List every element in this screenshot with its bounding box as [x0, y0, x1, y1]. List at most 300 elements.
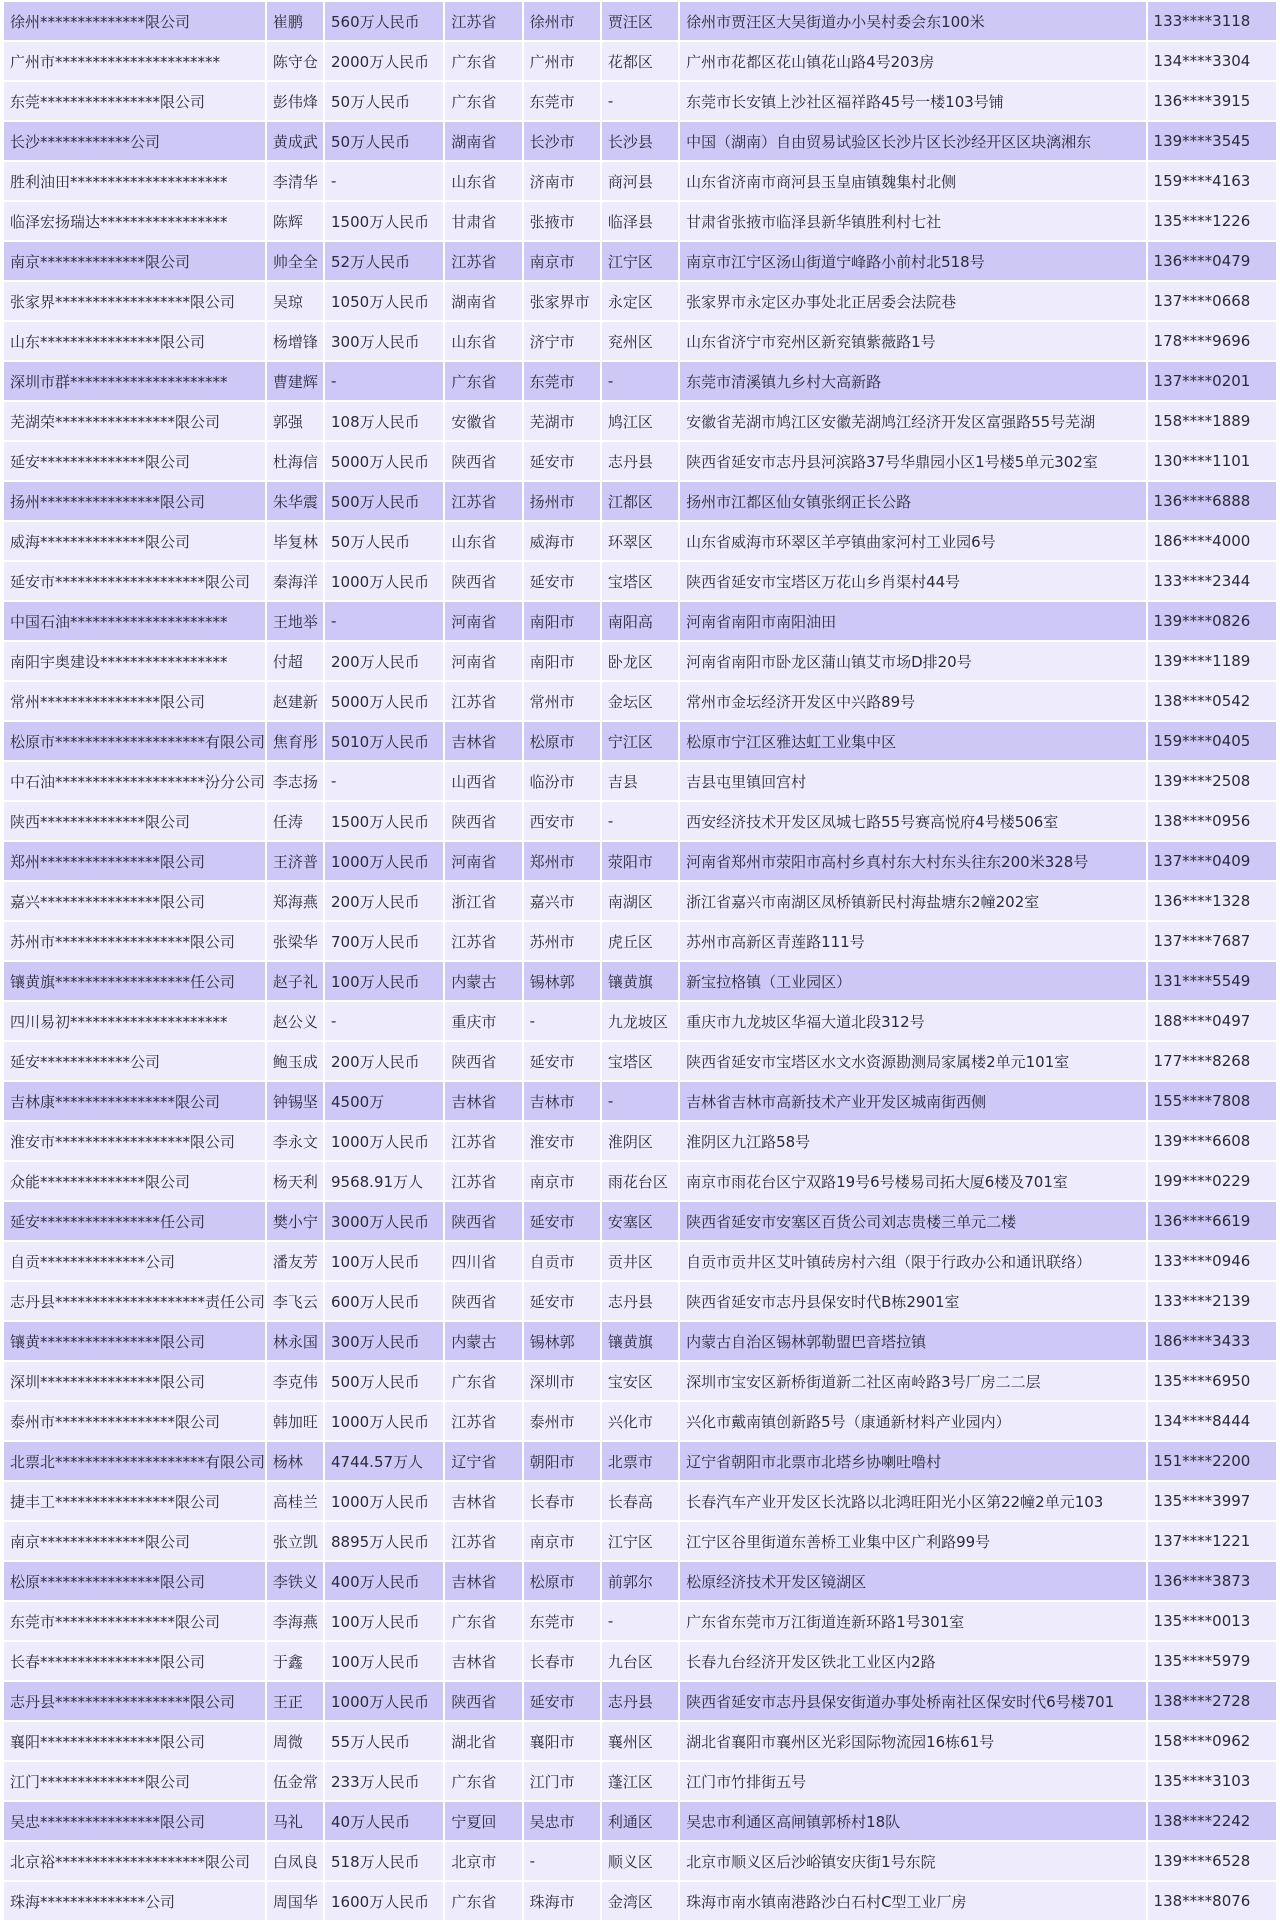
company-name-cell: 松原****************限公司 [4, 1562, 265, 1600]
province-cell: 重庆市 [445, 1002, 521, 1040]
address-cell: 东莞市清溪镇九乡村大高新路 [680, 362, 1145, 400]
district-cell: 北票市 [602, 1442, 678, 1480]
city-cell: 自贡市 [524, 1242, 600, 1280]
province-cell: 陕西省 [445, 1202, 521, 1240]
registered-capital-cell: 100万人民币 [325, 1242, 443, 1280]
company-name-cell: 志丹县******************限公司 [4, 1682, 265, 1720]
phone-cell: 134****3304 [1148, 42, 1276, 80]
table-row [4, 1282, 1276, 1320]
company-name-cell: 北票北********************有限公司 [4, 1442, 265, 1480]
city-cell: 襄阳市 [524, 1722, 600, 1760]
address-cell: 陕西省延安市志丹县保安时代B栋2901室 [680, 1282, 1145, 1320]
province-cell: 湖北省 [445, 1722, 521, 1760]
address-cell: 中国（湖南）自由贸易试验区长沙片区长沙经开区区块漓湘东 [680, 122, 1145, 160]
province-cell: 广东省 [445, 42, 521, 80]
company-name-cell: 东莞市****************限公司 [4, 1602, 265, 1640]
registered-capital-cell: 4500万 [325, 1082, 443, 1120]
company-name-cell: 陕西**************限公司 [4, 802, 265, 840]
city-cell: 徐州市 [524, 2, 600, 40]
company-name-cell: 中石油********************汾分公司 [4, 762, 265, 800]
district-cell: 镶黄旗 [602, 962, 678, 1000]
table-row [4, 1202, 1276, 1240]
address-cell: 常州市金坛经济开发区中兴路89号 [680, 682, 1145, 720]
company-name-cell: 南京**************限公司 [4, 242, 265, 280]
table-row [4, 1882, 1276, 1920]
district-cell: 南湖区 [602, 882, 678, 920]
legal-rep-cell: 杜海信 [267, 442, 323, 480]
address-cell: 陕西省延安市宝塔区水文水资源勘测局家属楼2单元101室 [680, 1042, 1145, 1080]
legal-rep-cell: 周国华 [267, 1882, 323, 1920]
table-row [4, 1042, 1276, 1080]
address-cell: 长春九台经济开发区铁北工业区内2路 [680, 1642, 1145, 1680]
address-cell: 吉林省吉林市高新技术产业开发区城南街西侧 [680, 1082, 1145, 1120]
table-row [4, 562, 1276, 600]
company-name-cell: 襄阳****************限公司 [4, 1722, 265, 1760]
legal-rep-cell: 李清华 [267, 162, 323, 200]
city-cell: 江门市 [524, 1762, 600, 1800]
legal-rep-cell: 钟锡坚 [267, 1082, 323, 1120]
legal-rep-cell: 郭强 [267, 402, 323, 440]
address-cell: 广东省东莞市万江街道连新环路1号301室 [680, 1602, 1145, 1640]
table-row [4, 82, 1276, 120]
province-cell: 吉林省 [445, 722, 521, 760]
province-cell: 广东省 [445, 1362, 521, 1400]
district-cell: 贾汪区 [602, 2, 678, 40]
registered-capital-cell: 1600万人民币 [325, 1882, 443, 1920]
city-cell: 济宁市 [524, 322, 600, 360]
phone-cell: 155****7808 [1148, 1082, 1276, 1120]
table-row [4, 42, 1276, 80]
table-row [4, 482, 1276, 520]
table-row [4, 1482, 1276, 1520]
city-cell: 松原市 [524, 1562, 600, 1600]
city-cell: 西安市 [524, 802, 600, 840]
legal-rep-cell: 王地举 [267, 602, 323, 640]
table-row [4, 882, 1276, 920]
registered-capital-cell: 400万人民币 [325, 1562, 443, 1600]
company-name-cell: 张家界******************限公司 [4, 282, 265, 320]
address-cell: 内蒙古自治区锡林郭勒盟巴音塔拉镇 [680, 1322, 1145, 1360]
province-cell: 陕西省 [445, 802, 521, 840]
province-cell: 北京市 [445, 1842, 521, 1880]
city-cell: 东莞市 [524, 362, 600, 400]
table-row [4, 1602, 1276, 1640]
city-cell: 嘉兴市 [524, 882, 600, 920]
legal-rep-cell: 樊小宁 [267, 1202, 323, 1240]
address-cell: 湖北省襄阳市襄州区光彩国际物流园16栋61号 [680, 1722, 1145, 1760]
company-name-cell: 郑州****************限公司 [4, 842, 265, 880]
legal-rep-cell: 赵子礼 [267, 962, 323, 1000]
district-cell: 花都区 [602, 42, 678, 80]
legal-rep-cell: 赵建新 [267, 682, 323, 720]
table-row [4, 922, 1276, 960]
city-cell: 南京市 [524, 242, 600, 280]
phone-cell: 135****3103 [1148, 1762, 1276, 1800]
city-cell: 泰州市 [524, 1402, 600, 1440]
company-name-cell: 志丹县********************责任公司 [4, 1282, 265, 1320]
province-cell: 宁夏回 [445, 1802, 521, 1840]
registered-capital-cell: 560万人民币 [325, 2, 443, 40]
city-cell: 南阳市 [524, 642, 600, 680]
company-table-body [4, 2, 1276, 1920]
registered-capital-cell: 2000万人民币 [325, 42, 443, 80]
city-cell: 长春市 [524, 1482, 600, 1520]
phone-cell: 133****3118 [1148, 2, 1276, 40]
legal-rep-cell: 李志扬 [267, 762, 323, 800]
registered-capital-cell: 500万人民币 [325, 1362, 443, 1400]
legal-rep-cell: 张立凯 [267, 1522, 323, 1560]
city-cell: 松原市 [524, 722, 600, 760]
province-cell: 江苏省 [445, 1522, 521, 1560]
district-cell: 兴化市 [602, 1402, 678, 1440]
legal-rep-cell: 焦育彤 [267, 722, 323, 760]
address-cell: 长春汽车产业开发区长沈路以北鸿旺阳光小区第22幢2单元103 [680, 1482, 1145, 1520]
registered-capital-cell: 100万人民币 [325, 1642, 443, 1680]
province-cell: 广东省 [445, 1762, 521, 1800]
phone-cell: 133****0946 [1148, 1242, 1276, 1280]
address-cell: 山东省济宁市兖州区新兖镇紫薇路1号 [680, 322, 1145, 360]
company-name-cell: 北京裕********************限公司 [4, 1842, 265, 1880]
district-cell: 长春高 [602, 1482, 678, 1520]
address-cell: 广州市花都区花山镇花山路4号203房 [680, 42, 1145, 80]
province-cell: 湖南省 [445, 122, 521, 160]
province-cell: 广东省 [445, 362, 521, 400]
legal-rep-cell: 李海燕 [267, 1602, 323, 1640]
province-cell: 甘肃省 [445, 202, 521, 240]
company-name-cell: 吴忠****************限公司 [4, 1802, 265, 1840]
province-cell: 山东省 [445, 522, 521, 560]
province-cell: 河南省 [445, 602, 521, 640]
table-row [4, 1562, 1276, 1600]
district-cell: 江都区 [602, 482, 678, 520]
district-cell: 前郭尔 [602, 1562, 678, 1600]
table-row [4, 1122, 1276, 1160]
phone-cell: 139****1189 [1148, 642, 1276, 680]
province-cell: 吉林省 [445, 1482, 521, 1520]
legal-rep-cell: 于鑫 [267, 1642, 323, 1680]
city-cell: 延安市 [524, 1042, 600, 1080]
district-cell: 顺义区 [602, 1842, 678, 1880]
province-cell: 浙江省 [445, 882, 521, 920]
legal-rep-cell: 陈辉 [267, 202, 323, 240]
city-cell: 延安市 [524, 1282, 600, 1320]
table-row [4, 842, 1276, 880]
city-cell: 南京市 [524, 1522, 600, 1560]
address-cell: 河南省南阳市卧龙区蒲山镇艾市场D排20号 [680, 642, 1145, 680]
district-cell: 卧龙区 [602, 642, 678, 680]
city-cell: 朝阳市 [524, 1442, 600, 1480]
legal-rep-cell: 马礼 [267, 1802, 323, 1840]
province-cell: 山东省 [445, 162, 521, 200]
legal-rep-cell: 高桂兰 [267, 1482, 323, 1520]
registered-capital-cell: 1000万人民币 [325, 842, 443, 880]
phone-cell: 130****1101 [1148, 442, 1276, 480]
registered-capital-cell: 600万人民币 [325, 1282, 443, 1320]
address-cell: 山东省济南市商河县玉皇庙镇魏集村北侧 [680, 162, 1145, 200]
company-name-cell: 中国石油********************* [4, 602, 265, 640]
registered-capital-cell: 9568.91万人 [325, 1162, 443, 1200]
phone-cell: 138****2728 [1148, 1682, 1276, 1720]
address-cell: 陕西省延安市志丹县河滨路37号华鼎园小区1号楼5单元302室 [680, 442, 1145, 480]
district-cell: 兖州区 [602, 322, 678, 360]
company-name-cell: 淮安市******************限公司 [4, 1122, 265, 1160]
district-cell: 鸠江区 [602, 402, 678, 440]
city-cell: 锡林郭 [524, 1322, 600, 1360]
table-row [4, 1642, 1276, 1680]
phone-cell: 135****6950 [1148, 1362, 1276, 1400]
registered-capital-cell: 1050万人民币 [325, 282, 443, 320]
registered-capital-cell: - [325, 362, 443, 400]
company-name-cell: 延安市********************限公司 [4, 562, 265, 600]
registered-capital-cell: 1500万人民币 [325, 202, 443, 240]
table-row [4, 162, 1276, 200]
registered-capital-cell: 1000万人民币 [325, 1122, 443, 1160]
city-cell: 威海市 [524, 522, 600, 560]
legal-rep-cell: 吴琼 [267, 282, 323, 320]
legal-rep-cell: 鲍玉成 [267, 1042, 323, 1080]
province-cell: 江苏省 [445, 2, 521, 40]
legal-rep-cell: 郑海燕 [267, 882, 323, 920]
district-cell: - [602, 1602, 678, 1640]
table-row [4, 1762, 1276, 1800]
district-cell: 南阳高 [602, 602, 678, 640]
phone-cell: 151****2200 [1148, 1442, 1276, 1480]
phone-cell: 136****0479 [1148, 242, 1276, 280]
registered-capital-cell: 1000万人民币 [325, 1402, 443, 1440]
table-row [4, 1162, 1276, 1200]
district-cell: 志丹县 [602, 1682, 678, 1720]
legal-rep-cell: 王济普 [267, 842, 323, 880]
phone-cell: 139****2508 [1148, 762, 1276, 800]
address-cell: 甘肃省张掖市临泽县新华镇胜利村七社 [680, 202, 1145, 240]
table-row [4, 1322, 1276, 1360]
company-name-cell: 自贡**************公司 [4, 1242, 265, 1280]
phone-cell: 188****0497 [1148, 1002, 1276, 1040]
address-cell: 张家界市永定区办事处北正居委会法院巷 [680, 282, 1145, 320]
table-row [4, 602, 1276, 640]
legal-rep-cell: 朱华震 [267, 482, 323, 520]
city-cell: 东莞市 [524, 82, 600, 120]
phone-cell: 138****0542 [1148, 682, 1276, 720]
address-cell: 自贡市贡井区艾叶镇砖房村六组（限于行政办公和通讯联络） [680, 1242, 1145, 1280]
phone-cell: 134****8444 [1148, 1402, 1276, 1440]
company-name-cell: 延安****************任公司 [4, 1202, 265, 1240]
city-cell: 吉林市 [524, 1082, 600, 1120]
registered-capital-cell: - [325, 602, 443, 640]
city-cell: 济南市 [524, 162, 600, 200]
phone-cell: 137****0409 [1148, 842, 1276, 880]
district-cell: 江宁区 [602, 1522, 678, 1560]
province-cell: 吉林省 [445, 1562, 521, 1600]
address-cell: 扬州市江都区仙女镇张纲正长公路 [680, 482, 1145, 520]
table-row [4, 2, 1276, 40]
phone-cell: 138****0956 [1148, 802, 1276, 840]
district-cell: 吉县 [602, 762, 678, 800]
legal-rep-cell: 白凤良 [267, 1842, 323, 1880]
phone-cell: 136****3915 [1148, 82, 1276, 120]
address-cell: 辽宁省朝阳市北票市北塔乡协喇吐噜村 [680, 1442, 1145, 1480]
table-row [4, 1442, 1276, 1480]
company-name-cell: 镶黄旗******************任公司 [4, 962, 265, 1000]
table-row [4, 1722, 1276, 1760]
district-cell: 宁江区 [602, 722, 678, 760]
phone-cell: 133****2344 [1148, 562, 1276, 600]
registered-capital-cell: - [325, 162, 443, 200]
registered-capital-cell: 200万人民币 [325, 882, 443, 920]
address-cell: 江宁区谷里街道东善桥工业集中区广利路99号 [680, 1522, 1145, 1560]
district-cell: 宝塔区 [602, 1042, 678, 1080]
company-name-cell: 松原市********************有限公司 [4, 722, 265, 760]
address-cell: 安徽省芜湖市鸠江区安徽芜湖鸠江经济开发区富强路55号芜湖 [680, 402, 1145, 440]
registered-capital-cell: 52万人民币 [325, 242, 443, 280]
registered-capital-cell: - [325, 1002, 443, 1040]
company-name-cell: 深圳市群********************* [4, 362, 265, 400]
province-cell: 江苏省 [445, 242, 521, 280]
company-name-cell: 临泽宏扬瑞达***************** [4, 202, 265, 240]
city-cell: 锡林郭 [524, 962, 600, 1000]
address-cell: 松原市宁江区雅达虹工业集中区 [680, 722, 1145, 760]
address-cell: 山东省威海市环翠区羊亭镇曲家河村工业园6号 [680, 522, 1145, 560]
district-cell: 商河县 [602, 162, 678, 200]
registered-capital-cell: 100万人民币 [325, 1602, 443, 1640]
registered-capital-cell: 1000万人民币 [325, 562, 443, 600]
province-cell: 内蒙古 [445, 1322, 521, 1360]
phone-cell: 135****3997 [1148, 1482, 1276, 1520]
address-cell: 南京市雨花台区宁双路19号6号楼易司拓大厦6楼及701室 [680, 1162, 1145, 1200]
table-row [4, 802, 1276, 840]
district-cell: - [602, 82, 678, 120]
city-cell: 常州市 [524, 682, 600, 720]
province-cell: 四川省 [445, 1242, 521, 1280]
legal-rep-cell: 帅全全 [267, 242, 323, 280]
district-cell: 金坛区 [602, 682, 678, 720]
legal-rep-cell: 杨林 [267, 1442, 323, 1480]
legal-rep-cell: 崔鹏 [267, 2, 323, 40]
legal-rep-cell: 李永文 [267, 1122, 323, 1160]
district-cell: 志丹县 [602, 1282, 678, 1320]
phone-cell: 158****0962 [1148, 1722, 1276, 1760]
address-cell: 重庆市九龙坡区华福大道北段312号 [680, 1002, 1145, 1040]
legal-rep-cell: 潘友芳 [267, 1242, 323, 1280]
phone-cell: 136****6619 [1148, 1202, 1276, 1240]
district-cell: 九龙坡区 [602, 1002, 678, 1040]
company-name-cell: 延安**************限公司 [4, 442, 265, 480]
city-cell: 广州市 [524, 42, 600, 80]
city-cell: 长沙市 [524, 122, 600, 160]
address-cell: 珠海市南水镇南港路沙白石村C型工业厂房 [680, 1882, 1145, 1920]
registered-capital-cell: 5010万人民币 [325, 722, 443, 760]
phone-cell: 158****1889 [1148, 402, 1276, 440]
registered-capital-cell: 1500万人民币 [325, 802, 443, 840]
district-cell: 金湾区 [602, 1882, 678, 1920]
legal-rep-cell: 李飞云 [267, 1282, 323, 1320]
company-name-cell: 吉林康****************限公司 [4, 1082, 265, 1120]
legal-rep-cell: 黄成武 [267, 122, 323, 160]
registered-capital-cell: 50万人民币 [325, 522, 443, 560]
address-cell: 河南省南阳市南阳油田 [680, 602, 1145, 640]
legal-rep-cell: 李铁义 [267, 1562, 323, 1600]
address-cell: 陕西省延安市宝塔区万花山乡肖渠村44号 [680, 562, 1145, 600]
address-cell: 徐州市贾汪区大吴街道办小吴村委会东100米 [680, 2, 1145, 40]
legal-rep-cell: 杨天利 [267, 1162, 323, 1200]
registered-capital-cell: 108万人民币 [325, 402, 443, 440]
table-row [4, 442, 1276, 480]
district-cell: 雨花台区 [602, 1162, 678, 1200]
phone-cell: 139****6528 [1148, 1842, 1276, 1880]
table-row [4, 122, 1276, 160]
table-row [4, 522, 1276, 560]
table-row [4, 762, 1276, 800]
address-cell: 西安经济技术开发区凤城七路55号赛高悦府4号楼506室 [680, 802, 1145, 840]
district-cell: 江宁区 [602, 242, 678, 280]
city-cell: 珠海市 [524, 1882, 600, 1920]
province-cell: 河南省 [445, 642, 521, 680]
legal-rep-cell: 张梁华 [267, 922, 323, 960]
district-cell: 志丹县 [602, 442, 678, 480]
phone-cell: 138****2242 [1148, 1802, 1276, 1840]
district-cell: 荥阳市 [602, 842, 678, 880]
registered-capital-cell: 5000万人民币 [325, 442, 443, 480]
city-cell: 深圳市 [524, 1362, 600, 1400]
district-cell: - [602, 802, 678, 840]
legal-rep-cell: 曹建辉 [267, 362, 323, 400]
company-name-cell: 扬州****************限公司 [4, 482, 265, 520]
city-cell: 东莞市 [524, 1602, 600, 1640]
company-name-cell: 南京**************限公司 [4, 1522, 265, 1560]
phone-cell: 136****6888 [1148, 482, 1276, 520]
city-cell: 淮安市 [524, 1122, 600, 1160]
table-row [4, 1362, 1276, 1400]
legal-rep-cell: 赵公义 [267, 1002, 323, 1040]
company-name-cell: 江门**************限公司 [4, 1762, 265, 1800]
table-row [4, 322, 1276, 360]
city-cell: 张家界市 [524, 282, 600, 320]
table-row [4, 722, 1276, 760]
province-cell: 陕西省 [445, 1042, 521, 1080]
address-cell: 吉县屯里镇回宫村 [680, 762, 1145, 800]
district-cell: - [602, 362, 678, 400]
phone-cell: 199****0229 [1148, 1162, 1276, 1200]
company-name-cell: 深圳****************限公司 [4, 1362, 265, 1400]
address-cell: 北京市顺义区后沙峪镇安庆街1号东院 [680, 1842, 1145, 1880]
province-cell: 江苏省 [445, 682, 521, 720]
phone-cell: 135****0013 [1148, 1602, 1276, 1640]
company-table [2, 0, 1278, 1922]
address-cell: 陕西省延安市志丹县保安街道办事处桥南社区保安时代6号楼701 [680, 1682, 1145, 1720]
registered-capital-cell: 518万人民币 [325, 1842, 443, 1880]
district-cell: 淮阴区 [602, 1122, 678, 1160]
address-cell: 兴化市戴南镇创新路5号（康通新材料产业园内） [680, 1402, 1145, 1440]
district-cell: 宝安区 [602, 1362, 678, 1400]
district-cell: 宝塔区 [602, 562, 678, 600]
registered-capital-cell: 55万人民币 [325, 1722, 443, 1760]
province-cell: 吉林省 [445, 1642, 521, 1680]
table-row [4, 1842, 1276, 1880]
phone-cell: 138****8076 [1148, 1882, 1276, 1920]
city-cell: 吴忠市 [524, 1802, 600, 1840]
registered-capital-cell: 500万人民币 [325, 482, 443, 520]
legal-rep-cell: 林永国 [267, 1322, 323, 1360]
province-cell: 广东省 [445, 82, 521, 120]
legal-rep-cell: 王正 [267, 1682, 323, 1720]
phone-cell: 177****8268 [1148, 1042, 1276, 1080]
phone-cell: 186****4000 [1148, 522, 1276, 560]
company-name-cell: 泰州市****************限公司 [4, 1402, 265, 1440]
address-cell: 新宝拉格镇（工业园区） [680, 962, 1145, 1000]
phone-cell: 133****2139 [1148, 1282, 1276, 1320]
registered-capital-cell: 300万人民币 [325, 1322, 443, 1360]
district-cell: 襄州区 [602, 1722, 678, 1760]
